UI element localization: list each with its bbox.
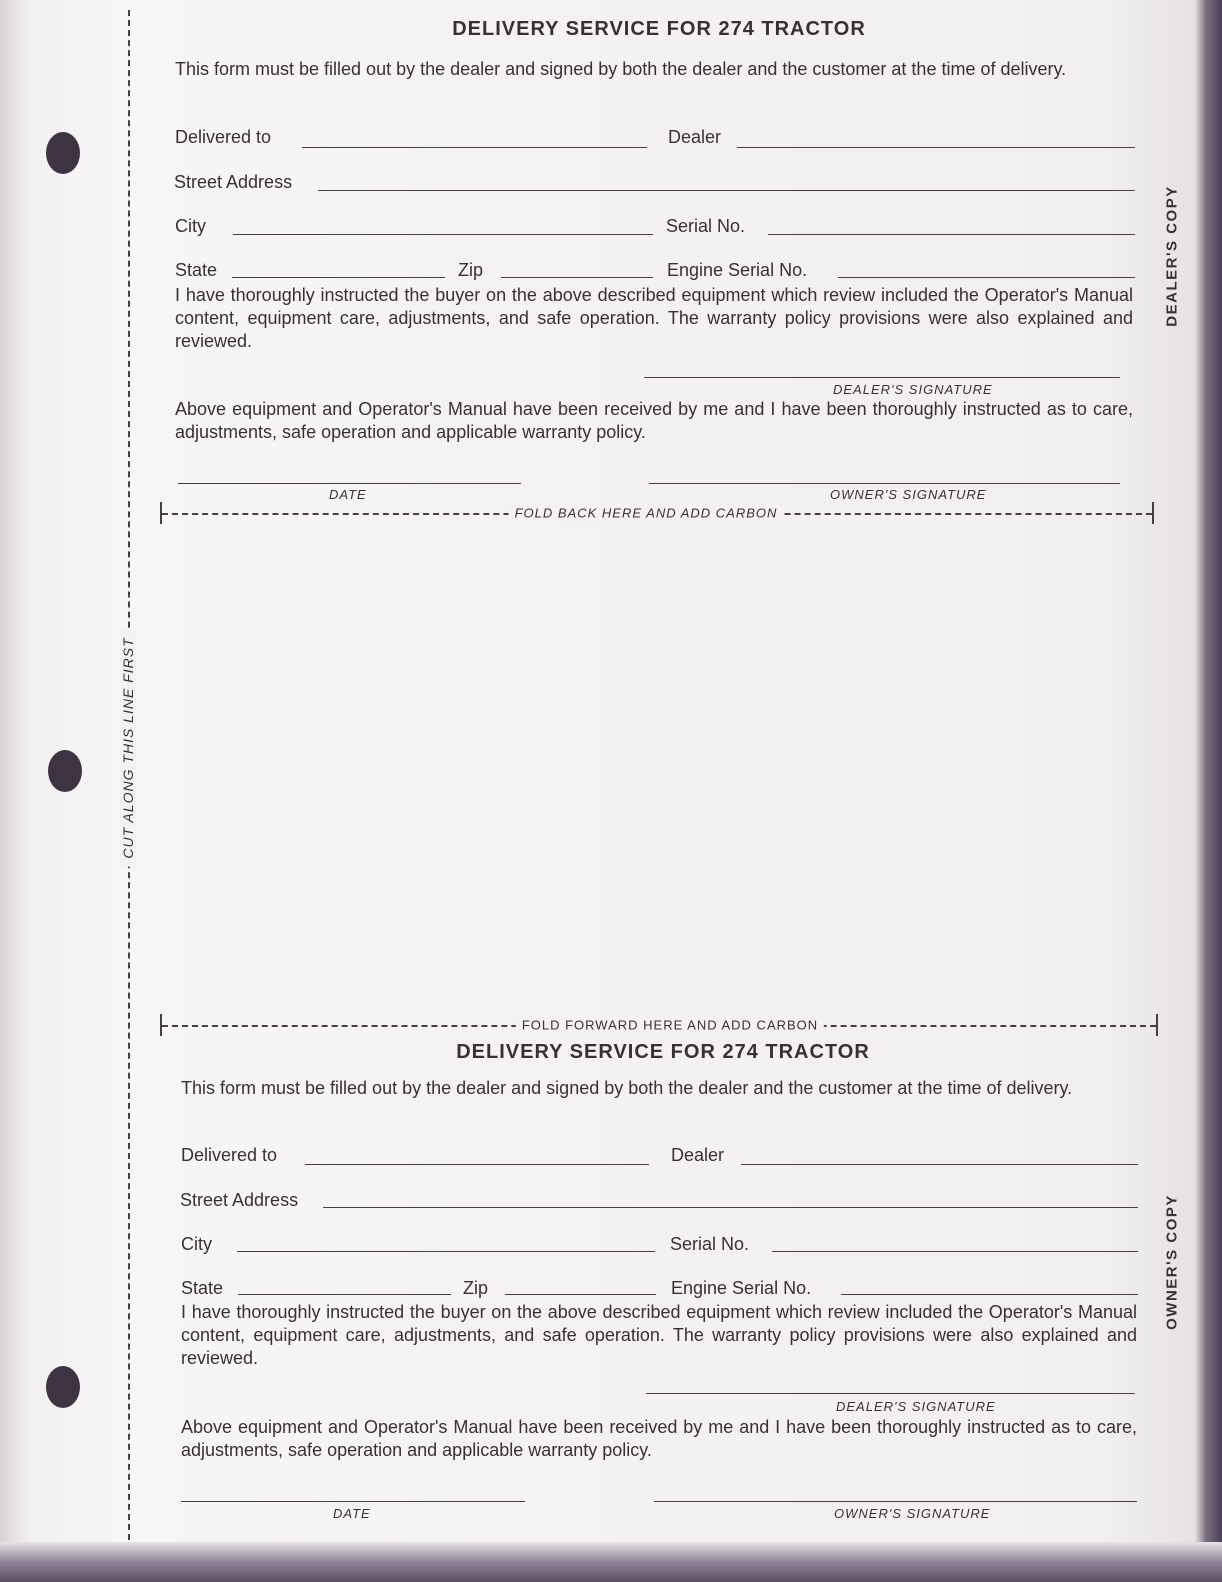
owner-signature-caption: OWNER'S SIGNATURE [830, 487, 987, 502]
serial-number-label: Serial No. [666, 216, 746, 236]
fold-forward-tick-right [1156, 1014, 1158, 1036]
owner-statement: Above equipment and Operator's Manual have been received by me and I have been thoroughly instructed as to care, adjustments, safe operation and applicable warranty policy. [181, 1417, 1137, 1460]
fold-forward-label: FOLD FORWARD HERE AND ADD CARBON [516, 1018, 824, 1033]
engine-serial-label: Engine Serial No. [667, 260, 808, 280]
zip-label: Zip [463, 1278, 489, 1298]
cut-line-label: CUT ALONG THIS LINE FIRST [120, 629, 136, 866]
dealer-field[interactable] [741, 1164, 1138, 1165]
delivered-to-field[interactable] [302, 147, 647, 148]
dealer-label: Dealer [671, 1145, 725, 1165]
date-line[interactable] [178, 483, 521, 484]
dealer-statement: I have thoroughly instructed the buyer on the above described equipment which review included the Operator's Manual content, equipment care, adjustments, and safe operation. The warranty policy provisions were also explained and reviewed. [175, 285, 1133, 351]
binder-hole-bottom [46, 1366, 80, 1408]
state-label: State [181, 1278, 224, 1298]
dealer-signature-line[interactable] [644, 377, 1120, 378]
street-address-label: Street Address [180, 1190, 299, 1210]
state-field[interactable] [232, 277, 445, 278]
zip-field[interactable] [501, 277, 653, 278]
owner-signature-caption: OWNER'S SIGNATURE [834, 1506, 991, 1521]
binder-hole-middle [48, 750, 82, 792]
owner-signature-line[interactable] [654, 1501, 1137, 1502]
dealer-signature-caption: DEALER'S SIGNATURE [836, 1399, 996, 1414]
engine-serial-field[interactable] [838, 277, 1135, 278]
serial-number-field[interactable] [768, 234, 1135, 235]
fold-back-tick-right [1152, 502, 1154, 524]
fold-back-label: FOLD BACK HERE AND ADD CARBON [509, 506, 784, 521]
form-intro: This form must be filled out by the dealer and signed by both the dealer and the customer at the time of delivery. [181, 1078, 1073, 1098]
binder-hole-top [46, 132, 80, 174]
page-bottom-edge [0, 1542, 1222, 1582]
date-caption: DATE [333, 1506, 371, 1521]
date-caption: DATE [329, 487, 367, 502]
serial-number-field[interactable] [772, 1251, 1138, 1252]
state-field[interactable] [238, 1294, 451, 1295]
street-address-label: Street Address [174, 172, 293, 192]
dealer-label: Dealer [668, 127, 722, 147]
owner-copy-label: OWNER'S COPY [1163, 1194, 1181, 1330]
zip-field[interactable] [505, 1294, 656, 1295]
dealer-copy-label: DEALER'S COPY [1163, 185, 1181, 327]
engine-serial-field[interactable] [841, 1294, 1138, 1295]
date-line[interactable] [181, 1501, 525, 1502]
form-title: DELIVERY SERVICE FOR 274 TRACTOR [456, 1041, 870, 1063]
city-label: City [175, 216, 206, 236]
zip-label: Zip [458, 260, 484, 280]
form-intro: This form must be filled out by the dealer and signed by both the dealer and the customer at the time of delivery. [175, 59, 1067, 79]
dealer-statement: I have thoroughly instructed the buyer on the above described equipment which review included the Operator's Manual content, equipment care, adjustments, and safe operation. The warranty policy provisions were also explained and reviewed. [181, 1302, 1137, 1368]
form-title: DELIVERY SERVICE FOR 274 TRACTOR [452, 18, 866, 40]
engine-serial-label: Engine Serial No. [671, 1278, 812, 1298]
serial-number-label: Serial No. [670, 1234, 750, 1254]
city-label: City [181, 1234, 212, 1254]
dealer-signature-caption: DEALER'S SIGNATURE [833, 382, 993, 397]
owner-signature-line[interactable] [649, 483, 1120, 484]
owner-statement: Above equipment and Operator's Manual have been received by me and I have been thoroughly instructed as to care, adjustments, safe operation and applicable warranty policy. [175, 399, 1133, 442]
street-address-field[interactable] [323, 1207, 1138, 1208]
delivered-to-label: Delivered to [175, 127, 272, 147]
dealer-signature-line[interactable] [646, 1393, 1135, 1394]
delivered-to-label: Delivered to [181, 1145, 278, 1165]
city-field[interactable] [237, 1251, 655, 1252]
city-field[interactable] [233, 234, 653, 235]
dealer-field[interactable] [737, 147, 1135, 148]
state-label: State [175, 260, 218, 280]
delivered-to-field[interactable] [305, 1164, 649, 1165]
street-address-field[interactable] [318, 190, 1135, 191]
